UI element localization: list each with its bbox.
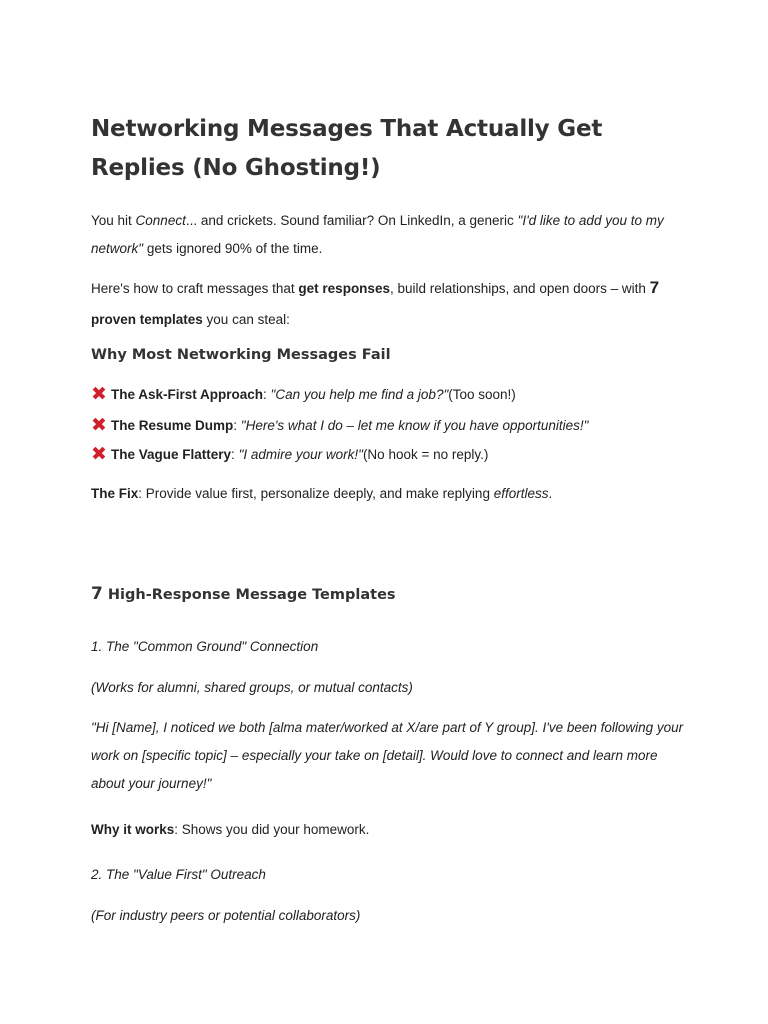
fail-item: ✖ The Vague Flattery : "I admire your work!" (No hook = no reply.) [91,444,489,465]
template-1-why: Why it works: Shows you did your homework. [91,822,370,837]
page-title: Networking Messages That Actually Get Replies (No Ghosting!) [91,116,603,181]
template-1-subtitle: (Works for alumni, shared groups, or mutual contacts) [91,680,413,695]
template-2-subtitle: (For industry peers or potential collaborators) [91,908,361,923]
fail-item: ✖ The Ask-First Approach : "Can you help me find a job?" (Too soon!) [91,384,516,405]
cross-mark-icon: ✖ [91,384,107,405]
template-2-title: 2. The "Value First" Outreach [91,867,266,882]
template-1-title: 1. The "Common Ground" Connection [91,639,319,654]
cross-mark-icon: ✖ [91,415,107,436]
template-1-message: "Hi [Name], I noticed we both [alma mater/worked at X/are part of Y group]. I've been following your work on [specific topic] – especially your take on [detail]. Would love to connect and learn more about your journey!" [91,720,684,791]
fail-list [91,380,691,469]
fix-paragraph: The Fix: Provide value first, personalize deeply, and make replying effortless. [91,486,553,501]
templates-heading: 7 High-Response Message Templates [91,584,396,604]
intro-paragraph-2: Here's how to craft messages that get responses, build relationships, and open doors – with 7 proven templates you can steal: [91,278,660,327]
fail-item: ✖ The Resume Dump : "Here's what I do – let me know if you have opportunities!" [91,415,589,436]
cross-mark-icon: ✖ [91,444,107,465]
why-heading: Why Most Networking Messages Fail [91,347,391,363]
intro-paragraph-1: You hit Connect... and crickets. Sound familiar? On LinkedIn, a generic "I'd like to add you to my network" gets ignored 90% of the time. [91,213,664,256]
